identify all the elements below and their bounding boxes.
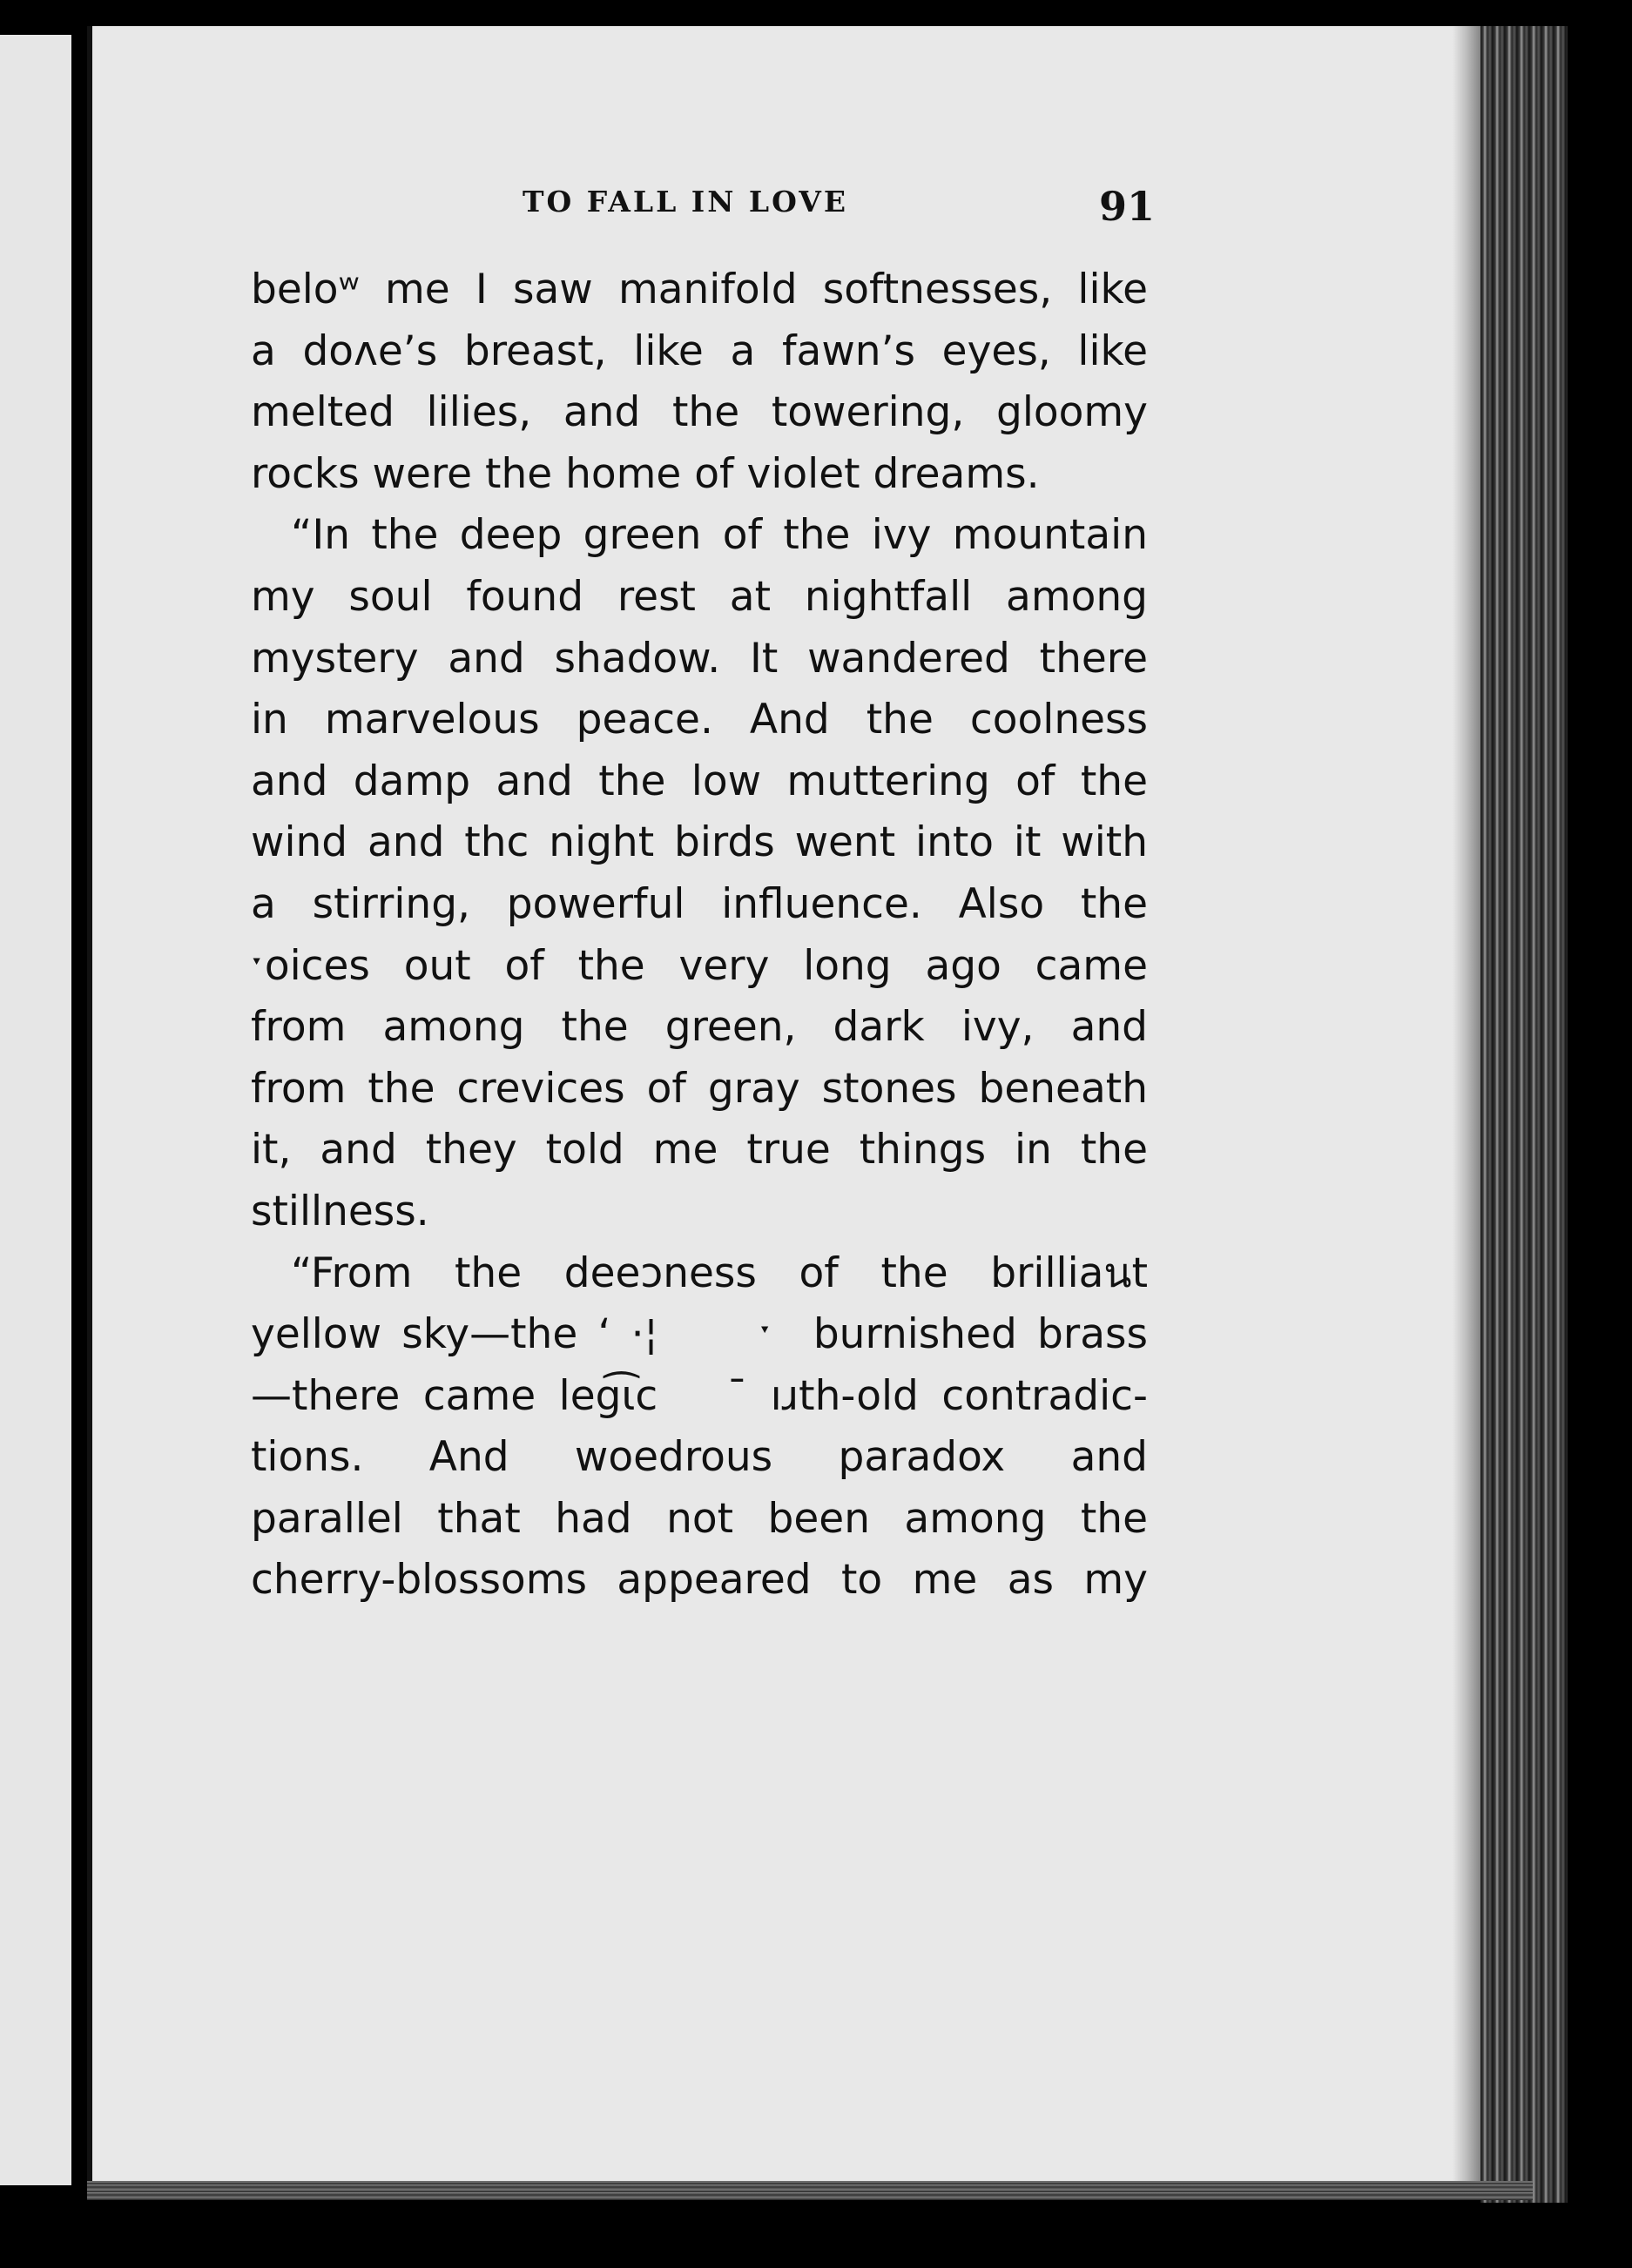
text-line: yellow sky—the ʻ ·¦ ˑ burnished brass xyxy=(251,1310,1148,1359)
text-line: mystery and shadow. It wandered there xyxy=(251,634,1148,683)
text-line: tions. And woеdrous paradox and xyxy=(251,1433,1148,1482)
text-line: a doʌe’s breast, like a fawn’s eyes, like xyxy=(251,326,1148,375)
page-number: 91 xyxy=(1099,183,1156,230)
text-line: parallel that had not been among the xyxy=(251,1494,1148,1543)
text-line: my soul found rest at nightfall among xyxy=(251,572,1148,621)
text-line: in marvelous peace. And the coolness xyxy=(251,696,1148,744)
text-line: from among the green, dark ivy, and xyxy=(251,1003,1148,1052)
text-line: wind and thс night birds went into it with xyxy=(251,818,1148,867)
text-line: rocks were the home of violet dreams. xyxy=(251,449,1040,498)
text-line: it, and they told me true things in the xyxy=(251,1126,1148,1174)
text-line: —there came leg͡ιс ˉ ıɹth-old contradic- xyxy=(251,1371,1148,1420)
fore-edge xyxy=(1480,26,1568,2203)
text-line: a stirring, powerful influence. Also the xyxy=(251,879,1148,928)
text-line: from the crevices of gray stones beneath xyxy=(251,1064,1148,1113)
text-line: “In the deep green of the ivy mountain xyxy=(291,511,1148,560)
text-line: melted lilies, and the towering, gloomy xyxy=(251,388,1148,437)
text-line: stillness. xyxy=(251,1187,429,1235)
text-line: ˑoices out of the very long ago came xyxy=(251,941,1148,990)
text-line: beloʷ me I saw manifold softnesses, like xyxy=(251,266,1148,313)
facing-page-edge xyxy=(0,35,71,2185)
running-head: TO FALL IN LOVE xyxy=(523,185,849,219)
text-line: “From the deeɔness of the brilliaนt xyxy=(291,1248,1148,1297)
text-line: cherry-blossoms appeared to me as my xyxy=(251,1556,1148,1605)
text-line: and damp and the low muttering of the xyxy=(251,757,1148,805)
bottom-page-edges xyxy=(87,2181,1533,2200)
body-text xyxy=(251,259,1148,1612)
